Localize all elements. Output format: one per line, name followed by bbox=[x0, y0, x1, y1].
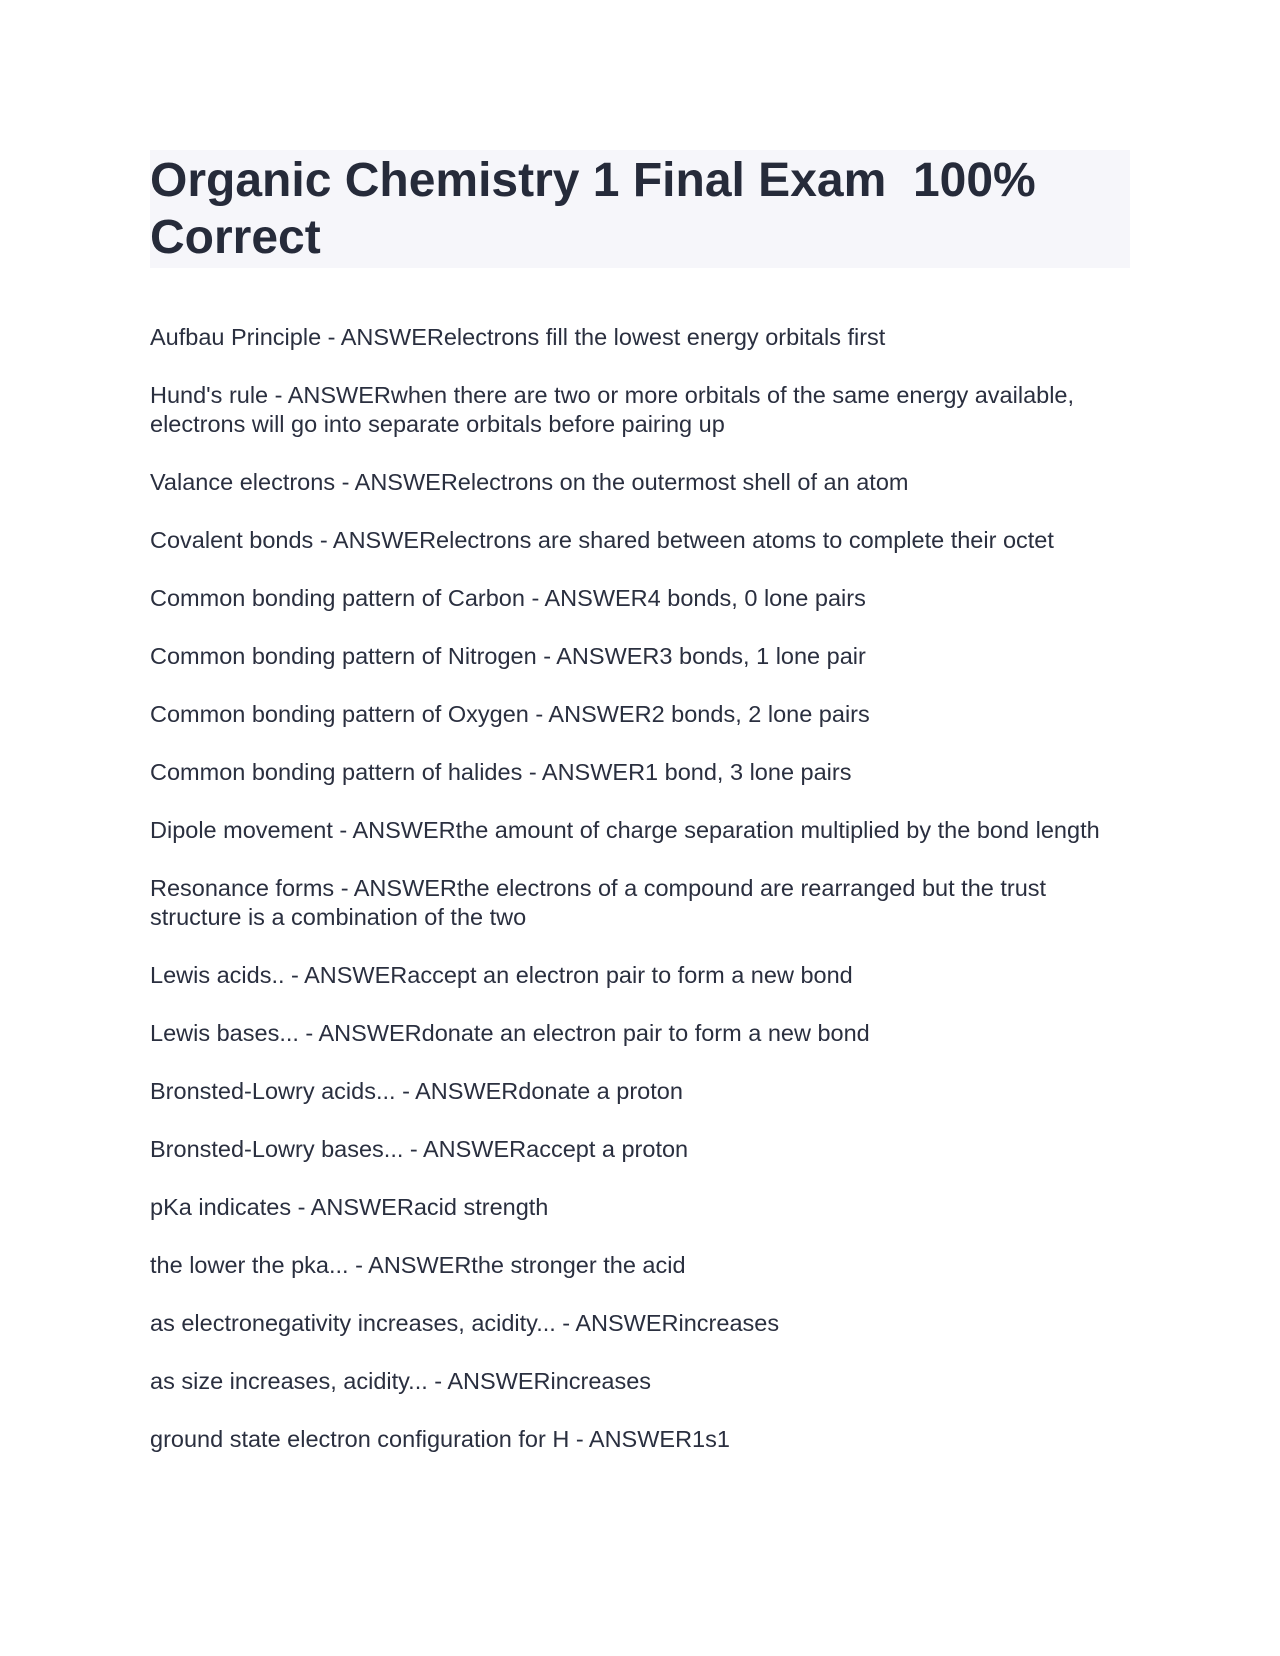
qa-item-halides-bonding: Common bonding pattern of halides - ANSWER1 bond, 3 lone pairs bbox=[150, 759, 852, 785]
qa-item-electronegativity: as electronegativity increases, acidity... - ANSWERincreases bbox=[150, 1310, 780, 1336]
qa-item-carbon-bonding: Common bonding pattern of Carbon - ANSWER4 bonds, 0 lone pairs bbox=[150, 585, 866, 611]
qa-item-bronsted-bases: Bronsted-Lowry bases... - ANSWERaccept a proton bbox=[150, 1136, 689, 1162]
page-title: Organic Chemistry 1 Final Exam 100% Correct bbox=[150, 154, 1050, 264]
qa-item-lower-pka: the lower the pka... - ANSWERthe stronger the acid bbox=[150, 1252, 686, 1278]
qa-item-hunds-rule: Hund's rule - ANSWERwhen there are two or more orbitals of the same energy available, electrons will go into separate orbitals before pairing up bbox=[150, 382, 1075, 437]
document-page bbox=[150, 150, 1130, 1483]
qa-item-nitrogen-bonding: Common bonding pattern of Nitrogen - ANSWER3 bonds, 1 lone pair bbox=[150, 643, 866, 669]
qa-item-size-acidity: as size increases, acidity... - ANSWERincreases bbox=[150, 1368, 652, 1394]
qa-item-lewis-acids: Lewis acids.. - ANSWERaccept an electron pair to form a new bond bbox=[150, 962, 853, 988]
qa-item-valance-electrons: Valance electrons - ANSWERelectrons on the outermost shell of an atom bbox=[150, 469, 909, 495]
qa-item-covalent-bonds: Covalent bonds - ANSWERelectrons are shared between atoms to complete their octet bbox=[150, 527, 1054, 553]
qa-item-dipole-movement: Dipole movement - ANSWERthe amount of charge separation multiplied by the bond length bbox=[150, 817, 1100, 843]
qa-item-pka-indicates: pKa indicates - ANSWERacid strength bbox=[150, 1194, 549, 1220]
title-block bbox=[150, 150, 1130, 268]
qa-list bbox=[150, 323, 1130, 1454]
qa-item-lewis-bases: Lewis bases... - ANSWERdonate an electron pair to form a new bond bbox=[150, 1020, 870, 1046]
qa-item-aufbau: Aufbau Principle - ANSWERelectrons fill the lowest energy orbitals first bbox=[150, 324, 886, 350]
qa-item-resonance-forms: Resonance forms - ANSWERthe electrons of a compound are rearranged but the trust structure is a combination of the two bbox=[150, 875, 1047, 930]
qa-item-oxygen-bonding: Common bonding pattern of Oxygen - ANSWER2 bonds, 2 lone pairs bbox=[150, 701, 870, 727]
qa-item-ground-state-h: ground state electron configuration for H - ANSWER1s1 bbox=[150, 1426, 730, 1452]
qa-item-bronsted-acids: Bronsted-Lowry acids... - ANSWERdonate a proton bbox=[150, 1078, 683, 1104]
